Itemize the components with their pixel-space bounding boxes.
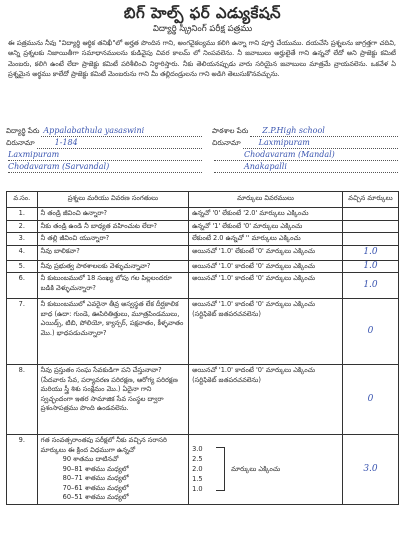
table-row xyxy=(7,299,399,365)
row-question: నీ కుటుంబములో ఎవరైనా తీవ్ర అస్వస్థత లేక దీర్ఘకాలిక బాధ (ఉదా: గుండె, ఊపిరితిత్తులు, మూత్రపిండములు, ఎయిడ్స్, టిబి, పోలియో, క్యాన్సర్, పక్షవాతం, కీళ్ళవాతం మొ.) భాధపడుచున్నారా? xyxy=(37,299,188,365)
screening-table xyxy=(6,191,399,505)
scale-value: 2.0 xyxy=(192,465,203,474)
table-row xyxy=(7,220,399,233)
school-address-line-2[interactable]: Chodavaram (Mandal) xyxy=(214,149,398,161)
student-address-line-1[interactable]: 1-184 xyxy=(37,137,202,149)
col-header-marks-obtained: వచ్చిన మార్కులు xyxy=(342,192,398,208)
list-item: 70–61 శాతము మధ్యలో xyxy=(62,483,129,492)
row-number: 8. xyxy=(7,365,38,435)
scale-value: 2.5 xyxy=(192,455,203,464)
instructions-paragraph: ఈ పత్రమును నీవు "విద్యార్థి ఆర్థిక తనిఖీ"లో అర్హత పొందిన గాని, అంగవైకల్యము కలిగి ఉన్నా గాని పూర్తి చేయుము. దయచేసి ప్రశ్నలను జాగ్రత్తగా చదివి, అన్ని ప్రశ్నలకు నిజాయితీగా సమాధానములను కుడివైపు చివర కాలమ్ లో నింపవలెను. నీ జవాబులు అర్హులైతే గాని ఉన్నవో లేదో అని ప్రాజెక్టు కమిటీ మెంబరు, కలిగి ఉంటే లేదా ప్రాజెక్టు కమిటీ పరిశీలించి నిర్ధారిస్తారు. నీకు తెలియనప్పుడు వారు సరియైన జవాబులు మాత్రమే వ్రాయవలెను. ఒకవేళ ఏ ప్రశ్నమైన అర్థము కాలేదో ప్రాజెక్టు కమిటీ మెంబరును గాని మీ తల్లిదండ్రులను గాని అడిగి తెలుసుకొనవచ్చును. xyxy=(8,39,396,78)
table-row xyxy=(7,435,399,505)
row-number: 6. xyxy=(7,273,38,299)
row-mark-field[interactable]: 1.0 xyxy=(342,273,398,299)
table-row xyxy=(7,233,399,246)
student-info xyxy=(6,125,202,173)
row-marks-detail: అయినచో '1.0' కాదంటే '0' మార్కులు ఎక్కించు (సర్టిఫికెట్ జతపరచవలెను) xyxy=(189,299,343,365)
scale-instruction: మార్కులు ఎక్కించు xyxy=(231,464,281,473)
row-marks-detail: అయినచో '1.0' కాదంటే '0' మార్కులు ఎక్కించు xyxy=(189,260,343,273)
row-question: నీ తల్లి జీవించి యున్నారా? xyxy=(37,233,188,246)
row-question xyxy=(37,435,188,505)
student-address-line-2[interactable]: Laxmipuram xyxy=(8,149,202,161)
row-marks-detail: ఉన్నచో '1' లేకుంటే '0' మార్కులు ఎక్కించు xyxy=(189,220,343,233)
table-header-row xyxy=(7,192,399,208)
list-item: 60–51 శాతము మధ్యలో xyxy=(62,493,129,501)
table-row xyxy=(7,260,399,273)
row-question: నీవు ప్రభుత్వ పాఠశాలలకు వెళ్ళుచున్నావా? xyxy=(37,260,188,273)
row-question-text: గత సంవత్సరాంతపు పరీక్షలో నీకు వచ్చిన సరాసరి మార్కులు ఈ క్రింద విధముగా ఉన్నచో xyxy=(40,436,167,454)
row-marks-detail: లేకుంటే 2.0 ఉన్నచో '' మార్కులు ఎక్కించు xyxy=(189,233,343,246)
scale-bracket xyxy=(216,447,225,491)
school-info xyxy=(212,125,398,173)
table-row xyxy=(7,365,399,435)
row-question: నీవు బాలికవా? xyxy=(37,245,188,260)
percentage-list xyxy=(41,455,185,503)
row-question: నీకు తండ్రి ఉండి నీ బాధ్యత వహించుట లేదా? xyxy=(37,220,188,233)
school-name-label: పాఠశాల పేరు xyxy=(212,127,249,135)
row-marks-detail: అయినచో '1.0' కాదంటే '0' మార్కులు ఎక్కించు xyxy=(189,273,343,299)
row-number: 2. xyxy=(7,220,38,233)
student-address-line-3[interactable]: Chodavaram (Sarvandal) xyxy=(8,161,202,173)
list-item: 80–71 శాతము మధ్యలో xyxy=(62,474,129,482)
row-marks-detail: ఉన్నచో '0' లేకుంటే '2.0' మార్కులు ఎక్కించు xyxy=(189,208,343,221)
school-name-field[interactable]: Z.P.High school xyxy=(250,125,398,137)
scale-value: 3.0 xyxy=(192,445,203,454)
row-number: 9. xyxy=(7,435,38,505)
col-header-question: ప్రశ్నలు మరియు వివరణ సంగతులు xyxy=(37,192,188,208)
col-header-number: వ.సం. xyxy=(7,192,38,208)
scale-value: 1.5 xyxy=(192,475,203,484)
row-marks-detail xyxy=(189,435,343,505)
form-title: బిగ్ హెల్ప్ ఫర్ ఎడ్యుకేషన్ xyxy=(123,4,282,22)
col-header-marks-detail: మార్కులు వివరములు xyxy=(189,192,343,208)
row-question: నీవు ప్రస్తుతం సంఘ సేవకుడిగా పని చేస్తునావా? (పేదవారు సేవ, పర్యావరణ పరిరక్షణ, ఆరోగ్య పరిరక్షణ మరియు స్త్రీ శిశు సంక్షేమం మొ.) ఏదైనా గాని స్వచ్ఛందంగా ఇతర సామాజిక సేవ సంస్థల ద్వారా ప్రశంసాపత్రము పొంది ఉండవలెను. xyxy=(37,365,188,435)
student-name-label: విద్యార్థి పేరు xyxy=(6,127,40,135)
row-number: 3. xyxy=(7,233,38,246)
school-address-line-3[interactable]: Anakapalli xyxy=(214,161,398,173)
row-number: 1. xyxy=(7,208,38,221)
row-marks-detail: అయినచో '1.0' లేకుంటే '0' మార్కులు ఎక్కించు xyxy=(189,245,343,260)
table-row xyxy=(7,208,399,221)
row-mark-field[interactable]: 1.0 xyxy=(342,260,398,273)
list-item: 90 శాతము దాటినచో xyxy=(62,455,119,463)
row-question: నీ తండ్రి జీవించి ఉన్నారా? xyxy=(37,208,188,221)
student-address-label: చిరునామా xyxy=(6,139,35,147)
row-mark-field[interactable] xyxy=(342,208,398,221)
row-number: 5. xyxy=(7,260,38,273)
row-marks-detail: అయినచో '1.0' కాదంటే '0' మార్కులు ఎక్కించు (సర్టిఫికెట్ జతపరచవలెను) xyxy=(189,365,343,435)
row-mark-field[interactable]: 0 xyxy=(342,365,398,435)
scale-values xyxy=(192,444,216,494)
row-mark-field[interactable]: 3.0 xyxy=(342,435,398,505)
row-mark-field[interactable]: 0 xyxy=(342,299,398,365)
student-name-field[interactable]: Appalabathula yasaswini xyxy=(41,125,202,137)
marks-scale xyxy=(192,444,339,494)
scale-value: 1.0 xyxy=(192,485,203,494)
form-subtitle: విద్యార్థి స్క్రీనింగ్ పరీక్ష పత్రము xyxy=(152,24,253,34)
table-row xyxy=(7,245,399,260)
row-number: 4. xyxy=(7,245,38,260)
row-question: నీ కుటుంబములో 18 సంఖ్య లోపు గల పిల్లలందరూ బడికి వెళ్ళుచున్నారా? xyxy=(37,273,188,299)
school-address-line-1[interactable]: Laxmipuram xyxy=(243,137,398,149)
school-address-label: చిరునామా xyxy=(212,139,241,147)
row-mark-field[interactable] xyxy=(342,220,398,233)
row-mark-field[interactable]: 1.0 xyxy=(342,245,398,260)
list-item: 90–81 శాతము మధ్యలో xyxy=(62,464,129,473)
row-mark-field[interactable] xyxy=(342,233,398,246)
table-row xyxy=(7,273,399,299)
row-number: 7. xyxy=(7,299,38,365)
